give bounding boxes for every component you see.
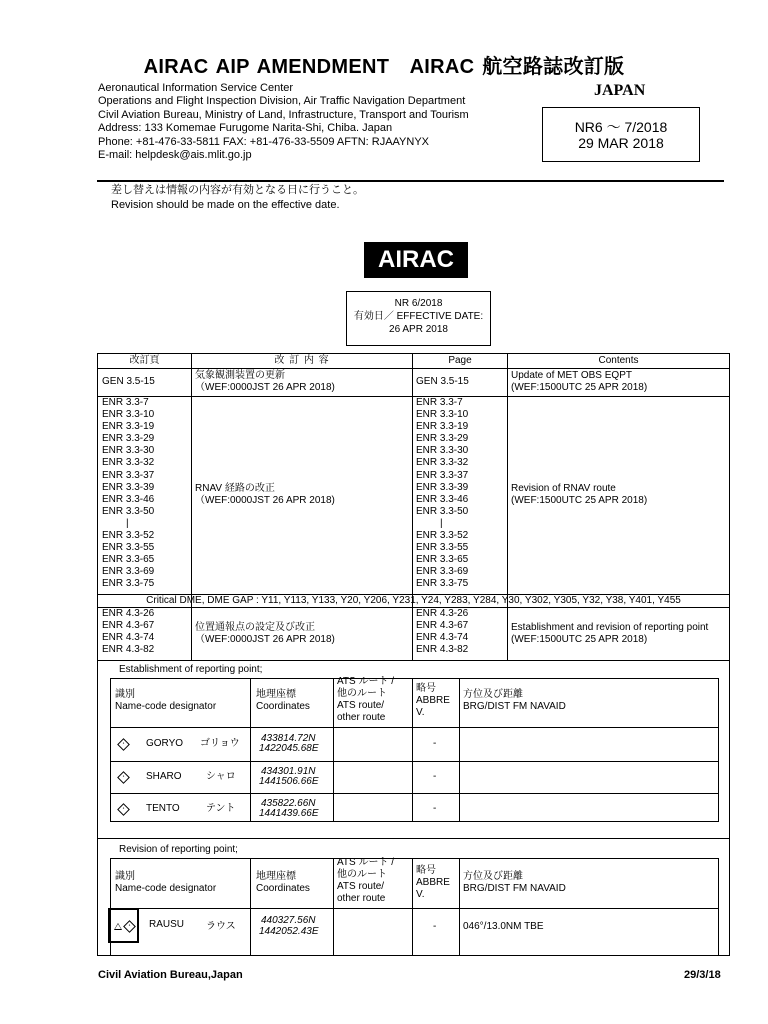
header-revised-page: 改訂頁 (129, 355, 160, 366)
dme-note: Critical DME, DME GAP : Y11, Y113, Y133, Y20, Y206, Y231, Y24, Y283, Y284, Y30, Y302, Y305, Y32, Y38, Y401, Y455 (146, 595, 681, 606)
point-abbrev: - (433, 771, 437, 782)
page-ref: ENR 3.3-32 (416, 457, 469, 469)
col-ats-jp2: 他のルート (337, 869, 387, 880)
divider (111, 727, 718, 728)
point-lat: 440327.56N (261, 915, 316, 926)
divider (333, 679, 334, 821)
effective-nr: NR 6/2018 (394, 298, 443, 309)
page-ref: ENR 3.3-46 (416, 493, 469, 505)
col-name-jp: 識別 (115, 871, 135, 882)
point-lon: 1441439.66E (259, 808, 319, 819)
col-ats-jp1: ATS ルート / (337, 676, 395, 687)
row2-page-list-en (416, 397, 468, 591)
page-ref: ENR 3.3-37 (102, 469, 155, 481)
footer-date: 29/3/18 (684, 969, 721, 981)
point-kana: ラウス (206, 921, 236, 932)
divider (111, 761, 718, 762)
revision-title: Revision of reporting point; (119, 844, 238, 855)
page-ref: ENR 3.3-30 (102, 445, 155, 457)
divider (98, 396, 729, 397)
divider (250, 679, 251, 821)
point-name: RAUSU (149, 919, 185, 930)
footer-publisher: Civil Aviation Bureau,Japan (98, 969, 243, 981)
point-name: TENTO (146, 803, 180, 814)
page-ref: ENR 3.3-7 (102, 397, 149, 408)
col-abbr-en1: ABBRE (416, 695, 450, 706)
page-ref: ENR 3.3-19 (416, 421, 469, 433)
page-ref: ENR 3.3-69 (102, 566, 155, 578)
reporting-point-icon (123, 920, 136, 933)
nr-number: NR6 ～ 7/2018 (574, 119, 668, 135)
org-line: E-mail: helpdesk@ais.mlit.go.jp (98, 149, 252, 162)
row2-content-en: Revision of RNAV route (511, 483, 616, 494)
divider (412, 859, 413, 956)
col-name-en: Name-code designator (115, 701, 217, 712)
org-line: Address: 133 Komemae Furugome Narita-Shi, Chiba. Japan (98, 122, 393, 135)
row1-page-jp: GEN 3.5-15 (102, 376, 155, 387)
divider (250, 859, 251, 956)
point-abbrev: - (433, 803, 437, 814)
page-ref: ENR 3.3-50 (102, 505, 155, 517)
row3-page-list-en (416, 608, 468, 656)
page-ref: ENR 3.3-75 (416, 578, 469, 590)
col-brg-jp: 方位及び距離 (463, 871, 523, 882)
row3-page-list (102, 608, 154, 656)
page-ref: ENR 3.3-55 (416, 542, 469, 554)
divider (98, 838, 729, 839)
page-ref: ENR 3.3-10 (416, 409, 469, 421)
divider (412, 354, 413, 660)
page-ref: ENR 3.3-30 (416, 445, 469, 457)
col-abbr-en1: ABBRE (416, 877, 450, 888)
amendment-table (97, 353, 730, 956)
org-line: Aeronautical Information Service Center (98, 82, 294, 94)
row3-wef-jp: （WEF:0000JST 26 APR 2018) (195, 634, 335, 645)
page-ref: ENR 3.3-46 (102, 493, 155, 505)
page-ref: ENR 3.3-75 (102, 578, 155, 590)
airac-banner: AIRAC (364, 242, 468, 278)
triangle-icon (114, 923, 122, 930)
page-ref: ENR 3.3-29 (102, 433, 155, 445)
reporting-point-icon (117, 738, 130, 751)
nr-box (542, 107, 700, 162)
divider (98, 607, 729, 608)
col-ats-jp1: ATS ルート / (337, 857, 395, 868)
range-connector: | (126, 517, 129, 529)
divider (98, 368, 729, 369)
page-ref: ENR 4.3-26 (102, 608, 155, 619)
col-abbr-jp: 略号 (416, 865, 436, 876)
revision-table (110, 858, 719, 955)
org-line: Civil Aviation Bureau, Ministry of Land, Infrastructure, Transport and Tourism (98, 108, 469, 121)
col-ats-en2: other route (337, 712, 386, 723)
divider (111, 793, 718, 794)
page-ref: ENR 3.3-50 (416, 505, 469, 517)
col-ats-en1: ATS route/ (337, 881, 385, 892)
header-contents: Contents (598, 355, 639, 366)
row2-wef-jp: （WEF:0000JST 26 APR 2018) (195, 495, 335, 506)
page-title: AIRAC AIP AMENDMENT AIRAC 航空路誌改訂版 (143, 56, 625, 78)
page-ref: ENR 3.3-7 (416, 397, 463, 408)
page-ref: ENR 4.3-82 (416, 644, 469, 656)
org-line: Phone: +81-476-33-5811 FAX: +81-476-33-5509 AFTN: RJAAYNYX (98, 135, 430, 148)
col-coord-en: Coordinates (256, 701, 310, 712)
point-lat: 435822.66N (261, 798, 316, 809)
row1-wef-jp: （WEF:0000JST 26 APR 2018) (195, 382, 335, 393)
row1-wef-en: (WEF:1500UTC 25 APR 2018) (511, 382, 648, 393)
page-ref: ENR 3.3-29 (416, 433, 469, 445)
col-brg-en: BRG/DIST FM NAVAID (463, 883, 566, 894)
row2-page-list (102, 397, 154, 591)
establishment-title: Establishment of reporting point; (119, 664, 263, 675)
notice-en: Revision should be made on the effective date. (111, 199, 340, 211)
page-ref: ENR 3.3-19 (102, 421, 155, 433)
divider (507, 354, 508, 660)
page-ref: ENR 3.3-39 (416, 481, 469, 493)
effective-date: 26 APR 2018 (389, 324, 448, 335)
reporting-point-icon (117, 771, 130, 784)
point-brg-dist: 046°/13.0NM TBE (463, 921, 544, 932)
effective-label: 有効日／ EFFECTIVE DATE: (353, 311, 484, 322)
divider (98, 660, 729, 661)
col-ats-jp2: 他のルート (337, 688, 387, 699)
point-abbrev: - (433, 738, 437, 749)
col-abbr-jp: 略号 (416, 683, 436, 694)
header-page: Page (448, 355, 472, 366)
page-ref: ENR 3.3-69 (416, 566, 469, 578)
row3-content-jp: 位置通報点の設定及び改正 (195, 622, 315, 633)
page-ref: ENR 3.3-39 (102, 481, 155, 493)
col-coord-jp: 地理座標 (256, 871, 296, 882)
point-abbrev: - (433, 921, 437, 932)
page-ref: ENR 3.3-37 (416, 469, 469, 481)
country-label: JAPAN (594, 82, 646, 99)
col-coord-jp: 地理座標 (256, 689, 296, 700)
page-ref: ENR 4.3-67 (416, 620, 469, 632)
divider (111, 908, 718, 909)
page-ref: ENR 4.3-82 (102, 644, 155, 656)
page-ref: ENR 4.3-74 (102, 632, 155, 644)
col-abbr-en2: V. (416, 707, 425, 718)
row1-page: GEN 3.5-15 (416, 376, 469, 387)
row1-content-jp: 気象観測装置の更新 (195, 370, 285, 381)
page-ref: ENR 4.3-26 (416, 608, 469, 619)
page-ref: ENR 4.3-74 (416, 632, 469, 644)
col-coord-en: Coordinates (256, 883, 310, 894)
point-kana: テント (206, 803, 236, 814)
org-address-block (98, 82, 469, 162)
point-kana: シャロ (206, 771, 236, 782)
col-name-jp: 識別 (115, 689, 135, 700)
notice-jp: 差し替えは情報の内容が有効となる日に行うこと。 (111, 184, 364, 196)
establishment-table (110, 678, 719, 822)
page-ref: ENR 3.3-52 (416, 530, 469, 542)
revision-notice (111, 183, 364, 213)
point-lon: 1442052.43E (259, 926, 319, 937)
page-ref: ENR 4.3-67 (102, 620, 155, 632)
col-brg-jp: 方位及び距離 (463, 689, 523, 700)
page-ref: ENR 3.3-65 (416, 554, 469, 566)
divider (191, 354, 192, 660)
col-ats-en1: ATS route/ (337, 700, 385, 711)
effective-date-box (346, 291, 491, 346)
point-name: SHARO (146, 771, 182, 782)
divider (412, 679, 413, 821)
point-kana: ゴリョウ (200, 738, 240, 749)
page-ref: ENR 3.3-65 (102, 554, 155, 566)
row2-wef-en: (WEF:1500UTC 25 APR 2018) (511, 495, 648, 506)
nr-date: 29 MAR 2018 (578, 135, 664, 151)
header-content-jp: 改 訂 内 容 (274, 355, 330, 366)
page-ref: ENR 3.3-52 (102, 530, 155, 542)
divider (459, 679, 460, 821)
col-name-en: Name-code designator (115, 883, 217, 894)
point-lat: 434301.91N (261, 766, 316, 777)
point-lat: 433814.72N (261, 733, 316, 744)
revision-marker-box (108, 908, 139, 943)
divider (333, 859, 334, 956)
page-ref: ENR 3.3-10 (102, 409, 155, 421)
row2-content-jp: RNAV 経路の改正 (195, 483, 275, 494)
header-rule (97, 180, 724, 182)
point-lon: 1422045.68E (259, 743, 319, 754)
divider (459, 859, 460, 956)
page-ref: ENR 3.3-55 (102, 542, 155, 554)
row1-content-en: Update of MET OBS EQPT (511, 370, 632, 381)
page-ref: ENR 3.3-32 (102, 457, 155, 469)
point-name: GORYO (146, 738, 184, 749)
row3-content-en: Establishment and revision of reporting point (511, 622, 709, 633)
row3-wef-en: (WEF:1500UTC 25 APR 2018) (511, 634, 648, 645)
range-connector: | (440, 517, 443, 529)
col-brg-en: BRG/DIST FM NAVAID (463, 701, 566, 712)
reporting-point-icon (117, 803, 130, 816)
point-lon: 1441506.66E (259, 776, 319, 787)
col-ats-en2: other route (337, 893, 386, 904)
org-line: Operations and Flight Inspection Division, Air Traffic Navigation Department (98, 95, 466, 108)
col-abbr-en2: V. (416, 889, 425, 900)
